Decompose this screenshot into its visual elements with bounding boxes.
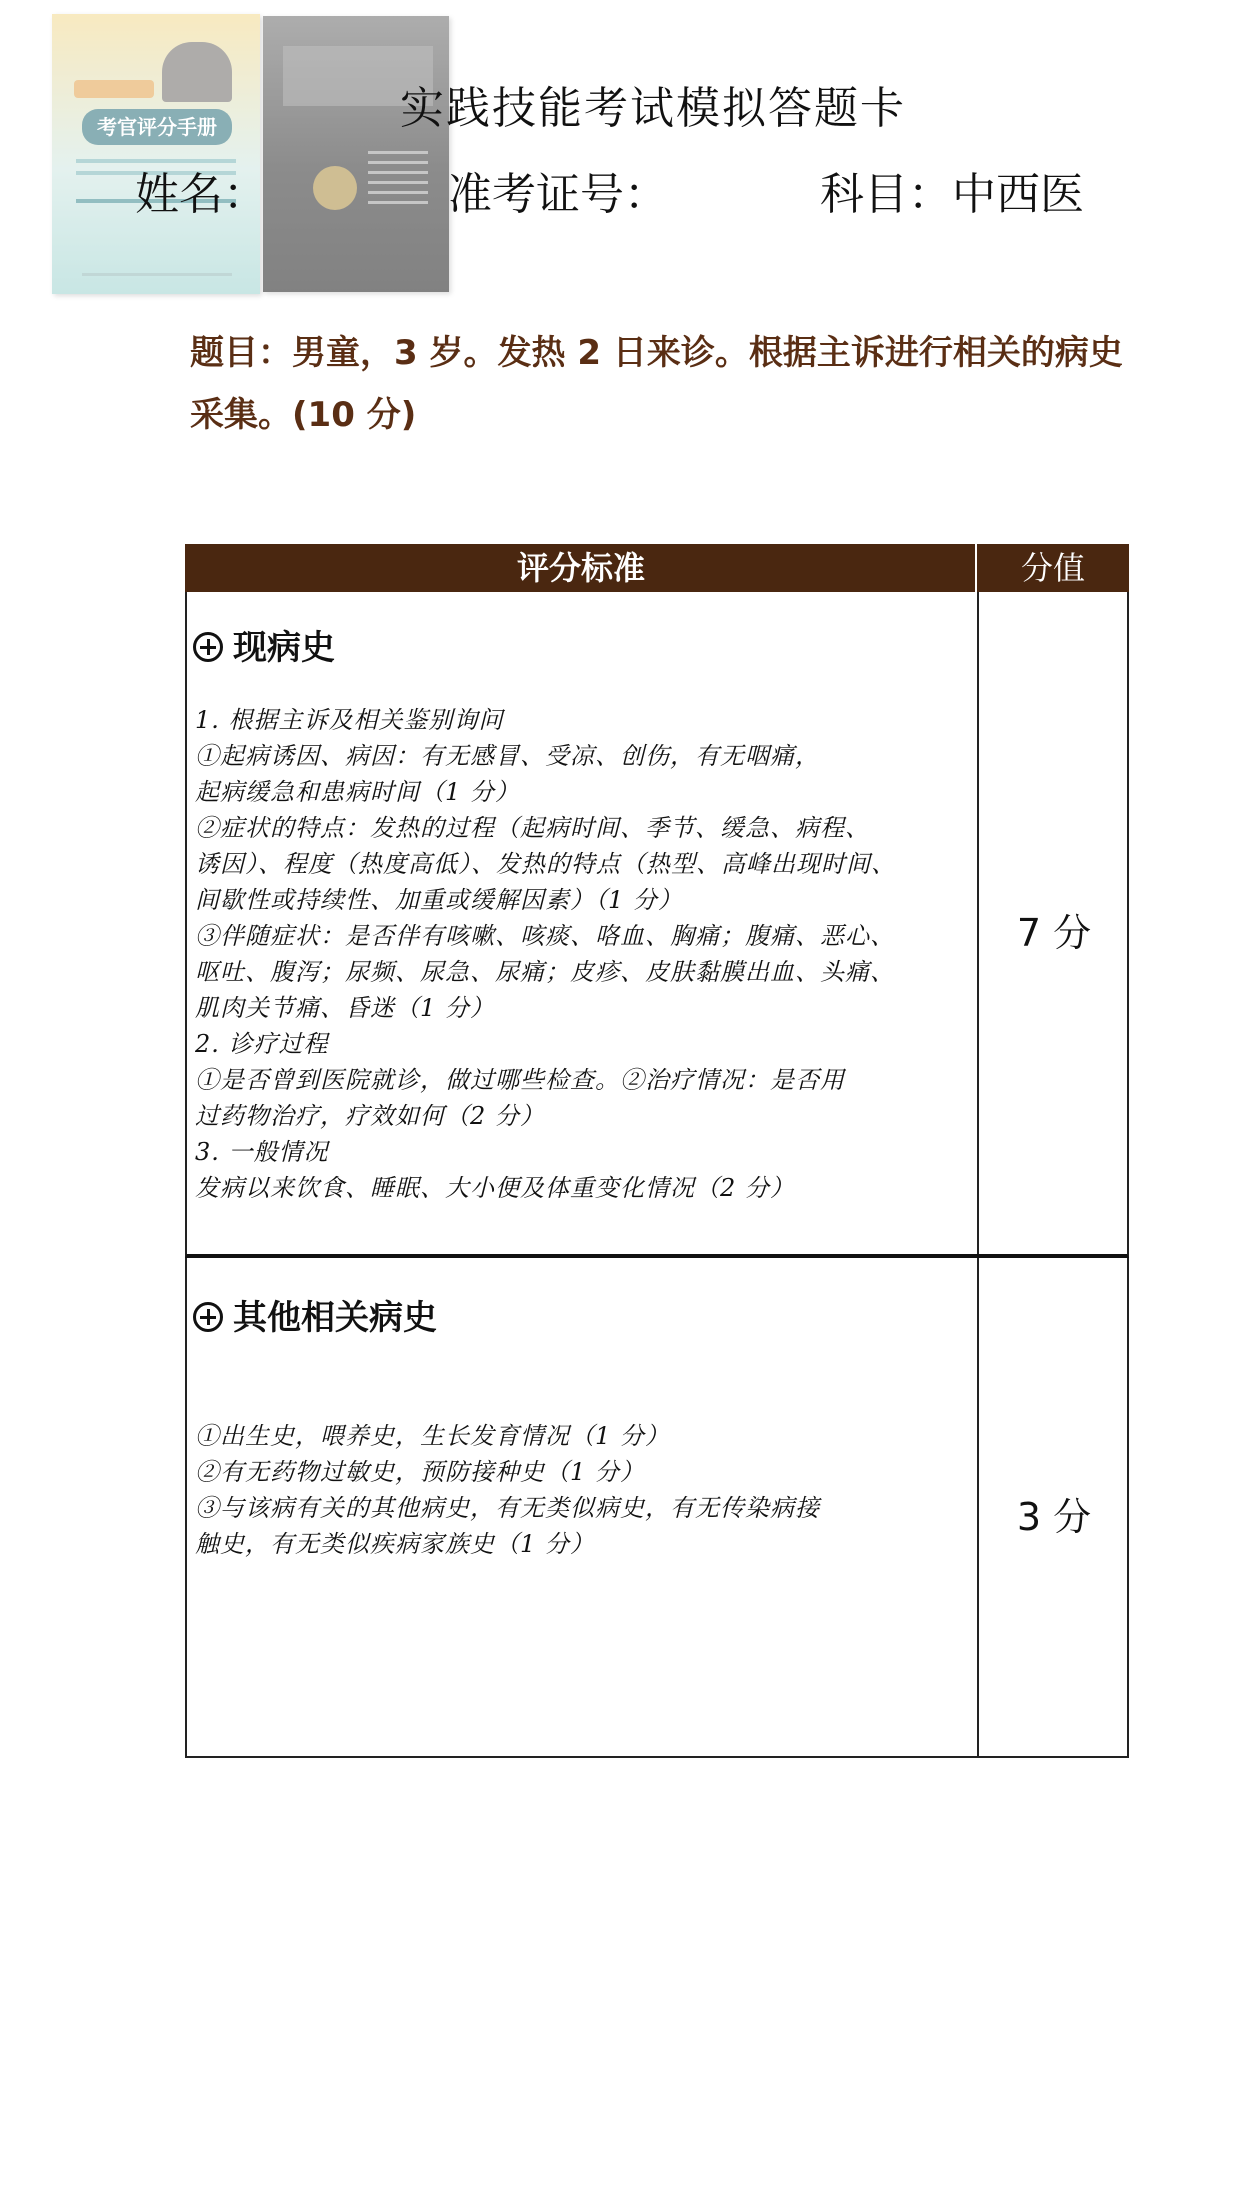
criteria-line: 过药物治疗，疗效如何（2 分）	[195, 1102, 545, 1130]
score-value: 3 分	[1016, 1495, 1092, 1539]
criteria-line: ②有无药物过敏史，预防接种史（1 分）	[195, 1458, 645, 1486]
table-header	[185, 544, 1129, 592]
section-title	[193, 620, 335, 669]
criteria-line: 发病以来饮食、睡眠、大小便及体重变化情况（2 分）	[195, 1174, 795, 1202]
criteria-line: ②症状的特点：发热的过程（起病时间、季节、缓急、病程、	[195, 814, 870, 842]
page-title: 实践技能考试模拟答题卡	[400, 83, 906, 134]
question-text	[190, 322, 1150, 446]
circled-plus-icon	[193, 632, 223, 662]
section-title	[193, 1290, 437, 1339]
criteria-line: 1. 根据主诉及相关鉴别询问	[195, 706, 504, 734]
book-footer	[82, 273, 232, 276]
criteria-lines	[195, 1418, 965, 1562]
score-value: 7 分	[1016, 911, 1092, 955]
criteria-line: 诱因）、程度（热度高低）、发热的特点（热型、高峰出现时间、	[195, 850, 896, 878]
criteria-line: ①是否曾到医院就诊，做过哪些检查。②治疗情况：是否用	[195, 1066, 845, 1094]
criteria-lines	[195, 702, 965, 1206]
criteria-line: 触史，有无类似疾病家族史（1 分）	[195, 1530, 595, 1558]
section-title-text: 现病史	[233, 628, 335, 668]
criteria-line: ③伴随症状：是否伴有咳嗽、咳痰、咯血、胸痛；腹痛、恶心、	[195, 922, 895, 950]
book-text-rows	[368, 151, 428, 154]
criteria-line: 呕吐、腹泻；尿频、尿急、尿痛；皮疹、皮肤黏膜出血、头痛、	[195, 958, 895, 986]
scoring-table	[185, 544, 1129, 1758]
criteria-line: 肌肉关节痛、昏迷（1 分）	[195, 994, 495, 1022]
header-score: 分值	[1020, 549, 1085, 587]
exam-id-label: 准考证号：	[448, 169, 668, 220]
criteria-line: 间歇性或持续性、加重或缓解因素）（1 分）	[195, 886, 683, 914]
criteria-line: ①起病诱因、病因：有无感冒、受凉、创伤，有无咽痛，	[195, 742, 820, 770]
subject-label: 科目：中西医	[820, 169, 1084, 220]
book-covers-watermark	[50, 12, 450, 297]
circled-plus-icon	[193, 1302, 223, 1332]
badge-icon	[313, 166, 357, 210]
book-cover-1	[52, 14, 260, 294]
table-row	[185, 1258, 1129, 1758]
book-tag	[74, 80, 154, 98]
criteria-line: ①出生史，喂养史，生长发育情况（1 分）	[195, 1422, 670, 1450]
criteria-line: 起病缓急和患病时间（1 分）	[195, 778, 520, 806]
book-title: 考官评分手册	[82, 109, 232, 145]
section-title-text: 其他相关病史	[233, 1298, 437, 1338]
criteria-line: 2. 诊疗过程	[195, 1030, 329, 1058]
header-criteria: 评分标准	[516, 549, 645, 587]
author-photo	[162, 42, 232, 102]
book-cover-2	[263, 16, 449, 292]
table-row	[185, 592, 1129, 1258]
question-line-2: 采集。(10 分)	[190, 395, 417, 435]
criteria-line: ③与该病有关的其他病史，有无类似病史，有无传染病接	[195, 1494, 820, 1522]
criteria-line: 3. 一般情况	[195, 1138, 329, 1166]
name-label: 姓名：	[135, 169, 267, 220]
question-line-1: 题目：男童，3 岁。发热 2 日来诊。根据主诉进行相关的病史	[190, 333, 1123, 373]
